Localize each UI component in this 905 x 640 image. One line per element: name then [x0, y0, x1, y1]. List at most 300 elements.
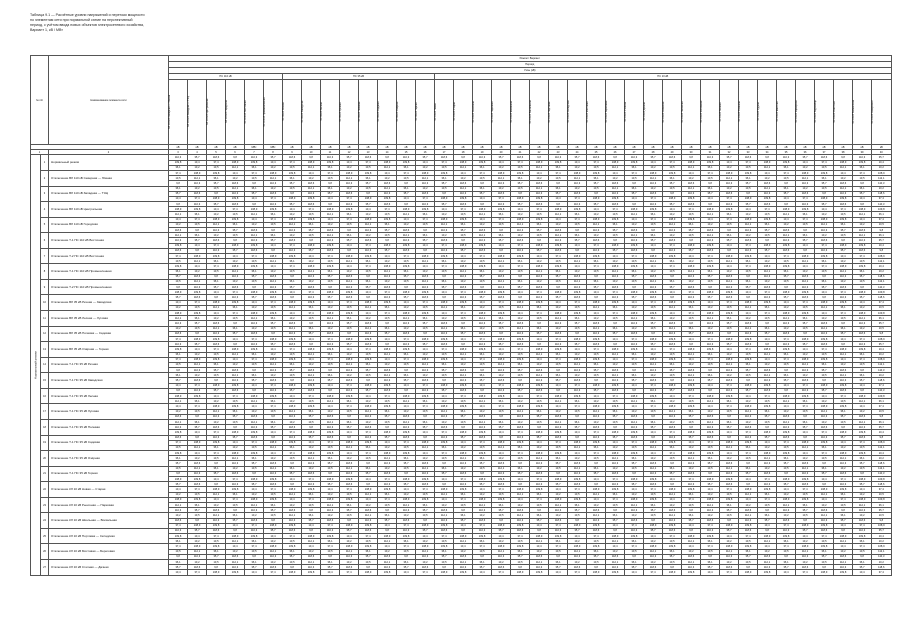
index-cell: 26	[606, 150, 625, 155]
value-cell: 109,8	[416, 477, 435, 482]
value-cell: 9,8	[226, 155, 245, 160]
value-cell: 108,9	[245, 311, 264, 316]
value-cell: 35,7	[739, 202, 758, 207]
value-cell: 10,5	[530, 502, 549, 507]
value-cell: 108,9	[568, 170, 587, 175]
column-header-label: ПС 10 кВ Вокзальная	[529, 100, 533, 124]
value-cell: 109,8	[359, 336, 378, 341]
value-cell: 37,4	[625, 523, 644, 528]
value-cell: 10,2	[739, 399, 758, 404]
unit-cell: МВт	[264, 145, 283, 150]
value-cell: 10,2	[530, 549, 549, 554]
value-cell: 36,1	[359, 279, 378, 284]
value-cell: 10,2	[853, 492, 872, 497]
value-cell: 10,4	[815, 207, 834, 212]
value-cell: 10,2	[587, 233, 606, 238]
value-cell: 10,5	[701, 466, 720, 471]
value-cell: 118,6	[378, 202, 397, 207]
value-cell: 110,3	[739, 518, 758, 523]
value-cell: 112,1	[682, 539, 701, 544]
value-cell: 37,4	[872, 300, 892, 305]
value-cell: 37,4	[245, 440, 264, 445]
value-cell: 9,8	[454, 342, 473, 347]
value-cell: 36,1	[340, 316, 359, 321]
value-cell: 112,1	[834, 539, 853, 544]
value-cell: 10,5	[435, 373, 454, 378]
value-cell: 37,4	[511, 451, 530, 456]
value-cell: 110,3	[815, 331, 834, 336]
value-cell: 118,6	[758, 285, 777, 290]
value-cell: 10,4	[758, 544, 777, 549]
value-cell: 109,8	[834, 300, 853, 305]
value-cell: 10,2	[568, 352, 587, 357]
value-cell: 10,5	[435, 560, 454, 565]
value-cell: 10,4	[226, 170, 245, 175]
value-cell: 10,4	[492, 264, 511, 269]
value-cell: 9,8	[777, 471, 796, 476]
value-cell: 110,3	[321, 425, 340, 430]
value-cell: 118,6	[739, 425, 758, 430]
value-cell: 36,1	[720, 502, 739, 507]
value-cell: 110,3	[796, 368, 815, 373]
value-cell: 37,4	[264, 217, 283, 222]
value-cell: 109,8	[473, 534, 492, 539]
value-cell: 109,8	[625, 160, 644, 165]
value-cell: 10,2	[340, 352, 359, 357]
value-cell: 110,3	[302, 274, 321, 279]
value-cell: 36,1	[644, 212, 663, 217]
value-cell: 36,1	[321, 186, 340, 191]
value-cell: 37,4	[283, 243, 302, 248]
value-cell: 112,1	[283, 513, 302, 518]
value-cell: 37,4	[701, 170, 720, 175]
value-cell: 110,3	[207, 435, 226, 440]
value-cell: 37,4	[853, 440, 872, 445]
value-cell: 109,8	[530, 570, 549, 575]
index-cell: 37	[815, 150, 834, 155]
value-cell: 110,3	[473, 155, 492, 160]
value-cell: 109,8	[663, 170, 682, 175]
value-cell: 10,5	[169, 445, 188, 450]
row-number: 2	[41, 170, 49, 186]
value-cell: 112,1	[853, 233, 872, 238]
value-cell: 110,3	[815, 414, 834, 419]
value-cell: 35,7	[663, 554, 682, 559]
value-cell: 37,4	[226, 394, 245, 399]
value-cell: 36,1	[473, 269, 492, 274]
value-cell: 10,2	[378, 259, 397, 264]
value-cell: 35,7	[340, 425, 359, 430]
header-group-sub: Узлы (кВ)	[169, 68, 892, 74]
value-cell: 109,8	[283, 357, 302, 362]
value-cell: 37,4	[321, 170, 340, 175]
value-cell: 10,5	[397, 466, 416, 471]
value-cell: 118,6	[207, 238, 226, 243]
value-cell: 118,6	[568, 565, 587, 570]
value-cell: 108,9	[568, 253, 587, 258]
row-name: Отключение Т-1 ПС 35 кВ Полевая	[49, 419, 169, 435]
value-cell: 9,8	[834, 342, 853, 347]
value-cell: 35,7	[511, 285, 530, 290]
value-cell: 108,9	[777, 394, 796, 399]
value-cell: 35,7	[397, 461, 416, 466]
value-cell: 110,3	[720, 388, 739, 393]
value-cell: 10,2	[264, 186, 283, 191]
value-cell: 118,6	[321, 414, 340, 419]
value-cell: 108,9	[207, 383, 226, 388]
value-cell: 112,1	[834, 186, 853, 191]
value-cell: 10,5	[834, 212, 853, 217]
value-cell: 110,3	[435, 248, 454, 253]
value-cell: 9,8	[283, 295, 302, 300]
column-header	[530, 80, 549, 145]
value-cell: 112,1	[682, 186, 701, 191]
value-cell: 109,8	[321, 347, 340, 352]
value-cell: 9,8	[264, 414, 283, 419]
column-header	[815, 80, 834, 145]
value-cell: 36,1	[568, 502, 587, 507]
value-cell: 108,9	[834, 430, 853, 435]
value-cell: 36,1	[758, 409, 777, 414]
value-cell: 35,7	[644, 508, 663, 513]
value-cell: 36,1	[815, 445, 834, 450]
value-cell: 112,1	[302, 269, 321, 274]
value-cell: 109,8	[739, 357, 758, 362]
value-cell: 10,2	[435, 419, 454, 424]
value-cell: 109,8	[397, 347, 416, 352]
value-cell: 36,1	[853, 352, 872, 357]
value-cell: 118,6	[872, 565, 892, 570]
value-cell: 9,8	[264, 435, 283, 440]
value-cell: 110,3	[530, 295, 549, 300]
value-cell: 36,1	[207, 549, 226, 554]
value-cell: 10,2	[359, 233, 378, 238]
value-cell: 109,8	[777, 347, 796, 352]
value-cell: 110,3	[416, 554, 435, 559]
value-cell: 37,4	[321, 523, 340, 528]
value-cell: 10,2	[796, 269, 815, 274]
value-cell: 36,1	[283, 549, 302, 554]
unit-cell: кВ	[625, 145, 644, 150]
title-line: период, с учётом ввода новых объектов электросетевого хозяйства,	[30, 23, 144, 27]
value-cell: 109,8	[492, 497, 511, 502]
value-cell: 10,4	[777, 404, 796, 409]
value-cell: 10,2	[606, 362, 625, 367]
value-cell: 35,7	[568, 508, 587, 513]
value-cell: 118,6	[568, 295, 587, 300]
value-cell: 108,9	[302, 430, 321, 435]
value-cell: 36,1	[473, 456, 492, 461]
value-cell: 110,3	[416, 471, 435, 476]
value-cell: 9,8	[321, 285, 340, 290]
value-cell: 37,4	[568, 487, 587, 492]
value-cell: 112,1	[302, 560, 321, 565]
value-cell: 10,4	[511, 207, 530, 212]
value-cell: 35,7	[720, 425, 739, 430]
value-cell: 10,5	[758, 502, 777, 507]
value-cell: 10,2	[872, 560, 892, 565]
value-cell: 10,5	[644, 222, 663, 227]
value-cell: 108,9	[834, 160, 853, 165]
value-cell: 110,3	[283, 435, 302, 440]
value-cell: 118,6	[302, 554, 321, 559]
value-cell: 10,2	[549, 492, 568, 497]
value-cell: 10,4	[682, 523, 701, 528]
value-cell: 10,5	[397, 549, 416, 554]
value-cell: 10,5	[625, 259, 644, 264]
value-cell: 112,1	[777, 316, 796, 321]
value-cell: 112,1	[777, 502, 796, 507]
value-cell: 112,1	[758, 269, 777, 274]
value-cell: 35,7	[587, 285, 606, 290]
value-cell: 10,4	[188, 160, 207, 165]
value-cell: 10,2	[644, 186, 663, 191]
value-cell: 108,9	[378, 347, 397, 352]
value-cell: 36,1	[321, 269, 340, 274]
value-cell: 108,9	[549, 497, 568, 502]
value-cell: 10,4	[169, 383, 188, 388]
value-cell: 36,1	[701, 186, 720, 191]
value-cell: 112,1	[739, 326, 758, 331]
value-cell: 118,6	[682, 554, 701, 559]
value-cell: 10,5	[758, 316, 777, 321]
value-cell: 108,9	[207, 487, 226, 492]
value-cell: 10,4	[340, 451, 359, 456]
value-cell: 112,1	[473, 316, 492, 321]
value-cell: 9,8	[454, 155, 473, 160]
value-cell: 10,5	[207, 456, 226, 461]
value-cell: 108,9	[606, 534, 625, 539]
value-cell: 10,4	[188, 264, 207, 269]
value-cell: 36,1	[188, 399, 207, 404]
value-cell: 37,4	[701, 336, 720, 341]
value-cell: 9,8	[283, 482, 302, 487]
value-cell: 10,5	[283, 373, 302, 378]
value-cell: 118,6	[549, 248, 568, 253]
value-cell: 10,2	[435, 316, 454, 321]
value-cell: 35,7	[283, 388, 302, 393]
value-cell: 37,4	[264, 383, 283, 388]
value-cell: 10,4	[644, 347, 663, 352]
value-cell: 118,6	[359, 508, 378, 513]
value-cell: 36,1	[872, 233, 892, 238]
value-cell: 9,8	[245, 554, 264, 559]
value-cell: 36,1	[321, 165, 340, 170]
value-cell: 118,6	[758, 554, 777, 559]
value-cell: 37,4	[758, 290, 777, 295]
value-cell: 9,8	[549, 388, 568, 393]
value-cell: 10,4	[625, 487, 644, 492]
value-cell: 108,9	[188, 336, 207, 341]
value-cell: 109,8	[796, 311, 815, 316]
value-cell: 109,8	[720, 497, 739, 502]
column-header	[682, 80, 701, 145]
value-cell: 112,1	[283, 409, 302, 414]
value-cell: 35,7	[606, 248, 625, 253]
value-cell: 109,8	[169, 264, 188, 269]
value-cell: 112,1	[530, 269, 549, 274]
value-cell: 36,1	[758, 222, 777, 227]
value-cell: 112,1	[587, 222, 606, 227]
column-header-label: ВЛ 110 кВ Северная — Южная	[168, 94, 172, 130]
value-cell: 110,3	[416, 388, 435, 393]
value-cell: 109,8	[758, 487, 777, 492]
value-cell: 10,2	[815, 316, 834, 321]
value-cell: 108,9	[511, 217, 530, 222]
value-cell: 10,5	[549, 549, 568, 554]
value-cell: 110,3	[815, 435, 834, 440]
unit-cell: кВ	[549, 145, 568, 150]
value-cell: 35,7	[283, 554, 302, 559]
value-cell: 109,8	[625, 264, 644, 269]
value-cell: 10,4	[473, 217, 492, 222]
value-cell: 37,4	[720, 404, 739, 409]
value-cell: 35,7	[720, 342, 739, 347]
value-cell: 9,8	[416, 228, 435, 233]
value-cell: 110,3	[853, 528, 872, 533]
value-cell: 10,4	[264, 430, 283, 435]
value-cell: 35,7	[340, 342, 359, 347]
value-cell: 37,4	[435, 160, 454, 165]
value-cell: 118,6	[682, 202, 701, 207]
value-cell: 9,8	[226, 238, 245, 243]
unit-cell: кВ	[682, 145, 701, 150]
value-cell: 112,1	[226, 373, 245, 378]
value-cell: 10,4	[720, 430, 739, 435]
value-cell: 37,4	[473, 336, 492, 341]
value-cell: 118,6	[473, 228, 492, 233]
value-cell: 10,5	[226, 399, 245, 404]
value-cell: 36,1	[283, 466, 302, 471]
value-cell: 112,1	[530, 539, 549, 544]
value-cell: 108,9	[587, 383, 606, 388]
value-cell: 10,4	[378, 544, 397, 549]
value-cell: 112,1	[454, 269, 473, 274]
value-cell: 109,8	[302, 196, 321, 201]
value-cell: 9,8	[416, 248, 435, 253]
value-cell: 112,1	[302, 373, 321, 378]
value-cell: 112,1	[454, 165, 473, 170]
value-cell: 110,3	[397, 425, 416, 430]
value-cell: 37,4	[815, 160, 834, 165]
value-cell: 35,7	[739, 285, 758, 290]
value-cell: 36,1	[872, 399, 892, 404]
value-cell: 10,2	[549, 305, 568, 310]
value-cell: 112,1	[340, 362, 359, 367]
value-cell: 112,1	[188, 445, 207, 450]
value-cell: 110,3	[568, 388, 587, 393]
value-cell: 10,4	[853, 487, 872, 492]
value-cell: 37,4	[815, 451, 834, 456]
column-header-label: ВЛ 110 кВ Городская	[225, 100, 229, 124]
value-cell: 36,1	[169, 373, 188, 378]
value-cell: 35,7	[207, 388, 226, 393]
value-cell: 118,6	[416, 461, 435, 466]
value-cell: 109,8	[568, 290, 587, 295]
index-cell: 13	[359, 150, 378, 155]
value-cell: 118,6	[302, 471, 321, 476]
value-cell: 9,8	[245, 471, 264, 476]
value-cell: 108,9	[530, 430, 549, 435]
value-cell: 110,3	[701, 321, 720, 326]
value-cell: 108,9	[644, 440, 663, 445]
value-cell: 112,1	[834, 352, 853, 357]
value-cell: 35,7	[682, 331, 701, 336]
value-cell: 109,8	[511, 357, 530, 362]
value-cell: 110,3	[682, 565, 701, 570]
value-cell: 112,1	[625, 316, 644, 321]
value-cell: 10,4	[378, 523, 397, 528]
value-cell: 108,9	[720, 357, 739, 362]
value-cell: 108,9	[397, 311, 416, 316]
value-cell: 118,6	[777, 248, 796, 253]
value-cell: 108,9	[283, 383, 302, 388]
value-cell: 36,1	[340, 502, 359, 507]
value-cell: 112,1	[701, 316, 720, 321]
value-cell: 10,2	[245, 326, 264, 331]
value-cell: 36,1	[454, 305, 473, 310]
value-cell: 10,4	[644, 243, 663, 248]
value-cell: 110,3	[511, 228, 530, 233]
value-cell: 108,9	[245, 290, 264, 295]
value-cell: 10,4	[188, 451, 207, 456]
value-cell: 9,8	[530, 342, 549, 347]
value-cell: 10,4	[796, 347, 815, 352]
value-cell: 36,1	[511, 259, 530, 264]
value-cell: 36,1	[758, 326, 777, 331]
value-cell: 36,1	[226, 326, 245, 331]
title-line: Таблица 9.1 — Расчётные уровни напряжений и перетоки мощности	[30, 13, 145, 17]
value-cell: 109,8	[587, 357, 606, 362]
value-cell: 35,7	[245, 191, 264, 196]
value-cell: 110,3	[435, 414, 454, 419]
row-name: Отключение КЛ 10 кВ Рыночная — Парковая	[49, 497, 169, 513]
value-cell: 10,5	[397, 259, 416, 264]
value-cell: 112,1	[834, 269, 853, 274]
value-cell: 36,1	[606, 513, 625, 518]
value-cell: 37,4	[492, 300, 511, 305]
value-cell: 118,6	[207, 528, 226, 533]
value-cell: 10,2	[302, 445, 321, 450]
value-cell: 36,1	[796, 399, 815, 404]
row-name: Отключение КЛ 10 кВ Школьная — Вокзальная	[49, 513, 169, 529]
value-cell: 10,5	[302, 316, 321, 321]
value-cell: 109,8	[701, 243, 720, 248]
value-cell: 37,4	[625, 336, 644, 341]
value-cell: 110,3	[606, 461, 625, 466]
value-cell: 10,2	[473, 222, 492, 227]
value-cell: 108,9	[359, 404, 378, 409]
unit-cell: кВ	[207, 145, 226, 150]
value-cell: 10,5	[245, 362, 264, 367]
column-header-label: ПС 10 кВ Портовая	[548, 101, 552, 123]
value-cell: 37,4	[739, 160, 758, 165]
value-cell: 10,4	[815, 394, 834, 399]
row-name: Отключение ВЛ 35 кВ Полевая — Садовая	[49, 326, 169, 342]
value-cell: 108,9	[492, 440, 511, 445]
value-cell: 35,7	[720, 238, 739, 243]
value-cell: 9,8	[492, 518, 511, 523]
value-cell: 35,7	[473, 378, 492, 383]
value-cell: 10,2	[530, 445, 549, 450]
value-cell: 108,9	[625, 290, 644, 295]
value-cell: 109,8	[568, 207, 587, 212]
value-cell: 37,4	[492, 196, 511, 201]
value-cell: 35,7	[416, 155, 435, 160]
value-cell: 112,1	[720, 259, 739, 264]
value-cell: 36,1	[815, 362, 834, 367]
value-cell: 10,5	[739, 456, 758, 461]
